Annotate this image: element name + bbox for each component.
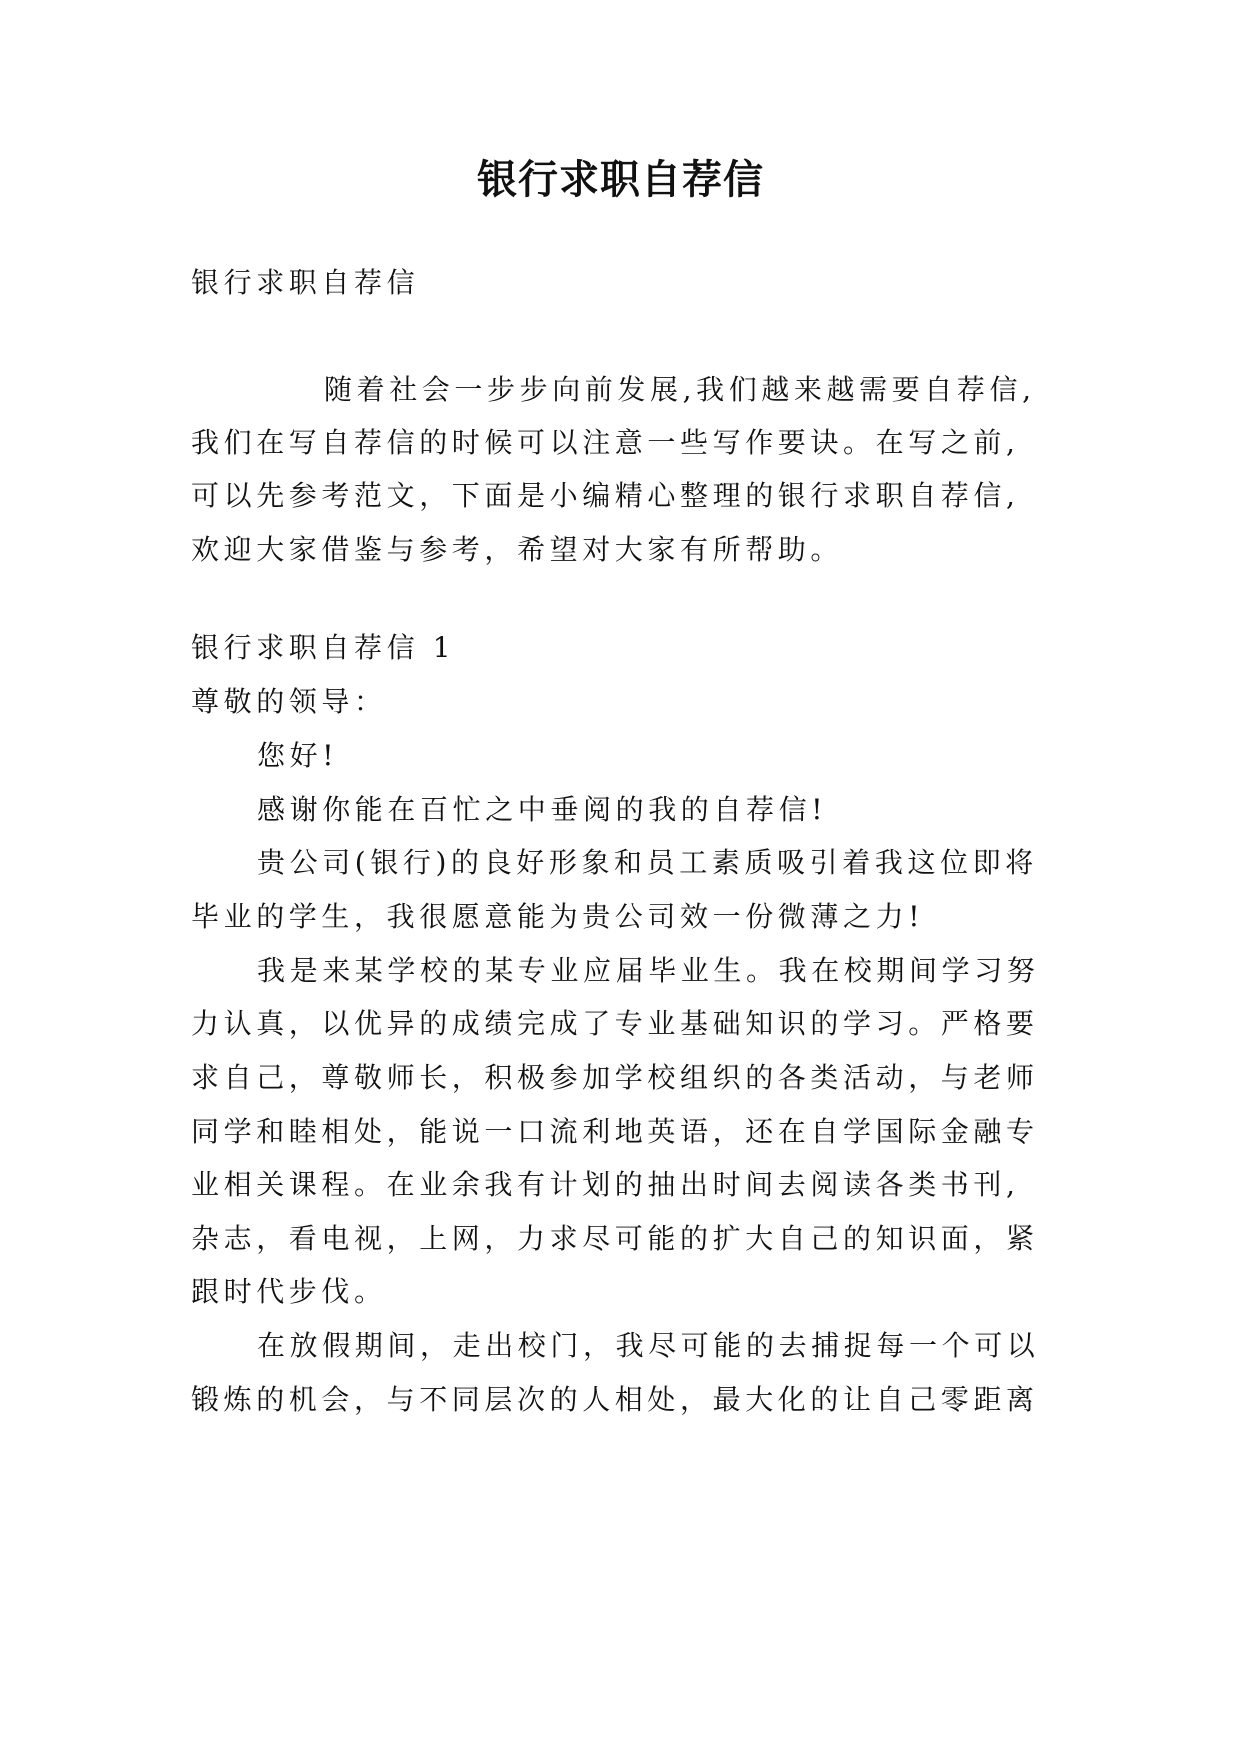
paragraph-line: 在放假期间，走出校门，我尽可能的去捕捉每一个可以 bbox=[257, 1329, 1040, 1362]
salutation: 尊敬的领导： bbox=[191, 685, 387, 718]
paragraph-line: 业相关课程。在业余我有计划的抽出时间去阅读各类书刊, bbox=[191, 1168, 1020, 1201]
document-title: 银行求职自荐信 bbox=[477, 156, 764, 203]
letter-heading: 银行求职自荐信 1 bbox=[191, 631, 456, 664]
paragraph-line: 同学和睦相处，能说一口流利地英语，还在自学国际金融专 bbox=[191, 1115, 1039, 1148]
paragraph-line: 锻炼的机会，与不同层次的人相处，最大化的让自己零距离 bbox=[191, 1383, 1039, 1416]
intro-line: 欢迎大家借鉴与参考，希望对大家有所帮助。 bbox=[191, 533, 844, 566]
intro-line: 可以先参考范文，下面是小编精心整理的银行求职自荐信, bbox=[191, 479, 1020, 512]
paragraph-line: 贵公司(银行)的良好形象和员工素质吸引着我这位即将 bbox=[257, 846, 1038, 879]
thanks-line: 感谢你能在百忙之中垂阅的我的自荐信! bbox=[257, 793, 828, 826]
document-subtitle: 银行求职自荐信 bbox=[191, 266, 420, 299]
intro-line: 我们在写自荐信的时候可以注意一些写作要诀。在写之前, bbox=[191, 426, 1020, 459]
paragraph-line: 跟时代步伐。 bbox=[191, 1275, 387, 1308]
greeting: 您好! bbox=[257, 739, 339, 772]
paragraph-line: 我是来某学校的某专业应届毕业生。我在校期间学习努 bbox=[257, 954, 1040, 987]
paragraph-line: 力认真，以优异的成绩完成了专业基础知识的学习。严格要 bbox=[191, 1007, 1039, 1040]
paragraph-line: 杂志，看电视，上网，力求尽可能的扩大自己的知识面，紧 bbox=[191, 1222, 1039, 1255]
paragraph-line: 毕业的学生，我很愿意能为贵公司效一份微薄之力! bbox=[191, 900, 925, 933]
intro-line: 随着社会一步步向前发展,我们越来越需要自荐信, bbox=[324, 373, 1036, 406]
paragraph-line: 求自己，尊敬师长，积极参加学校组织的各类活动，与老师 bbox=[191, 1061, 1039, 1094]
